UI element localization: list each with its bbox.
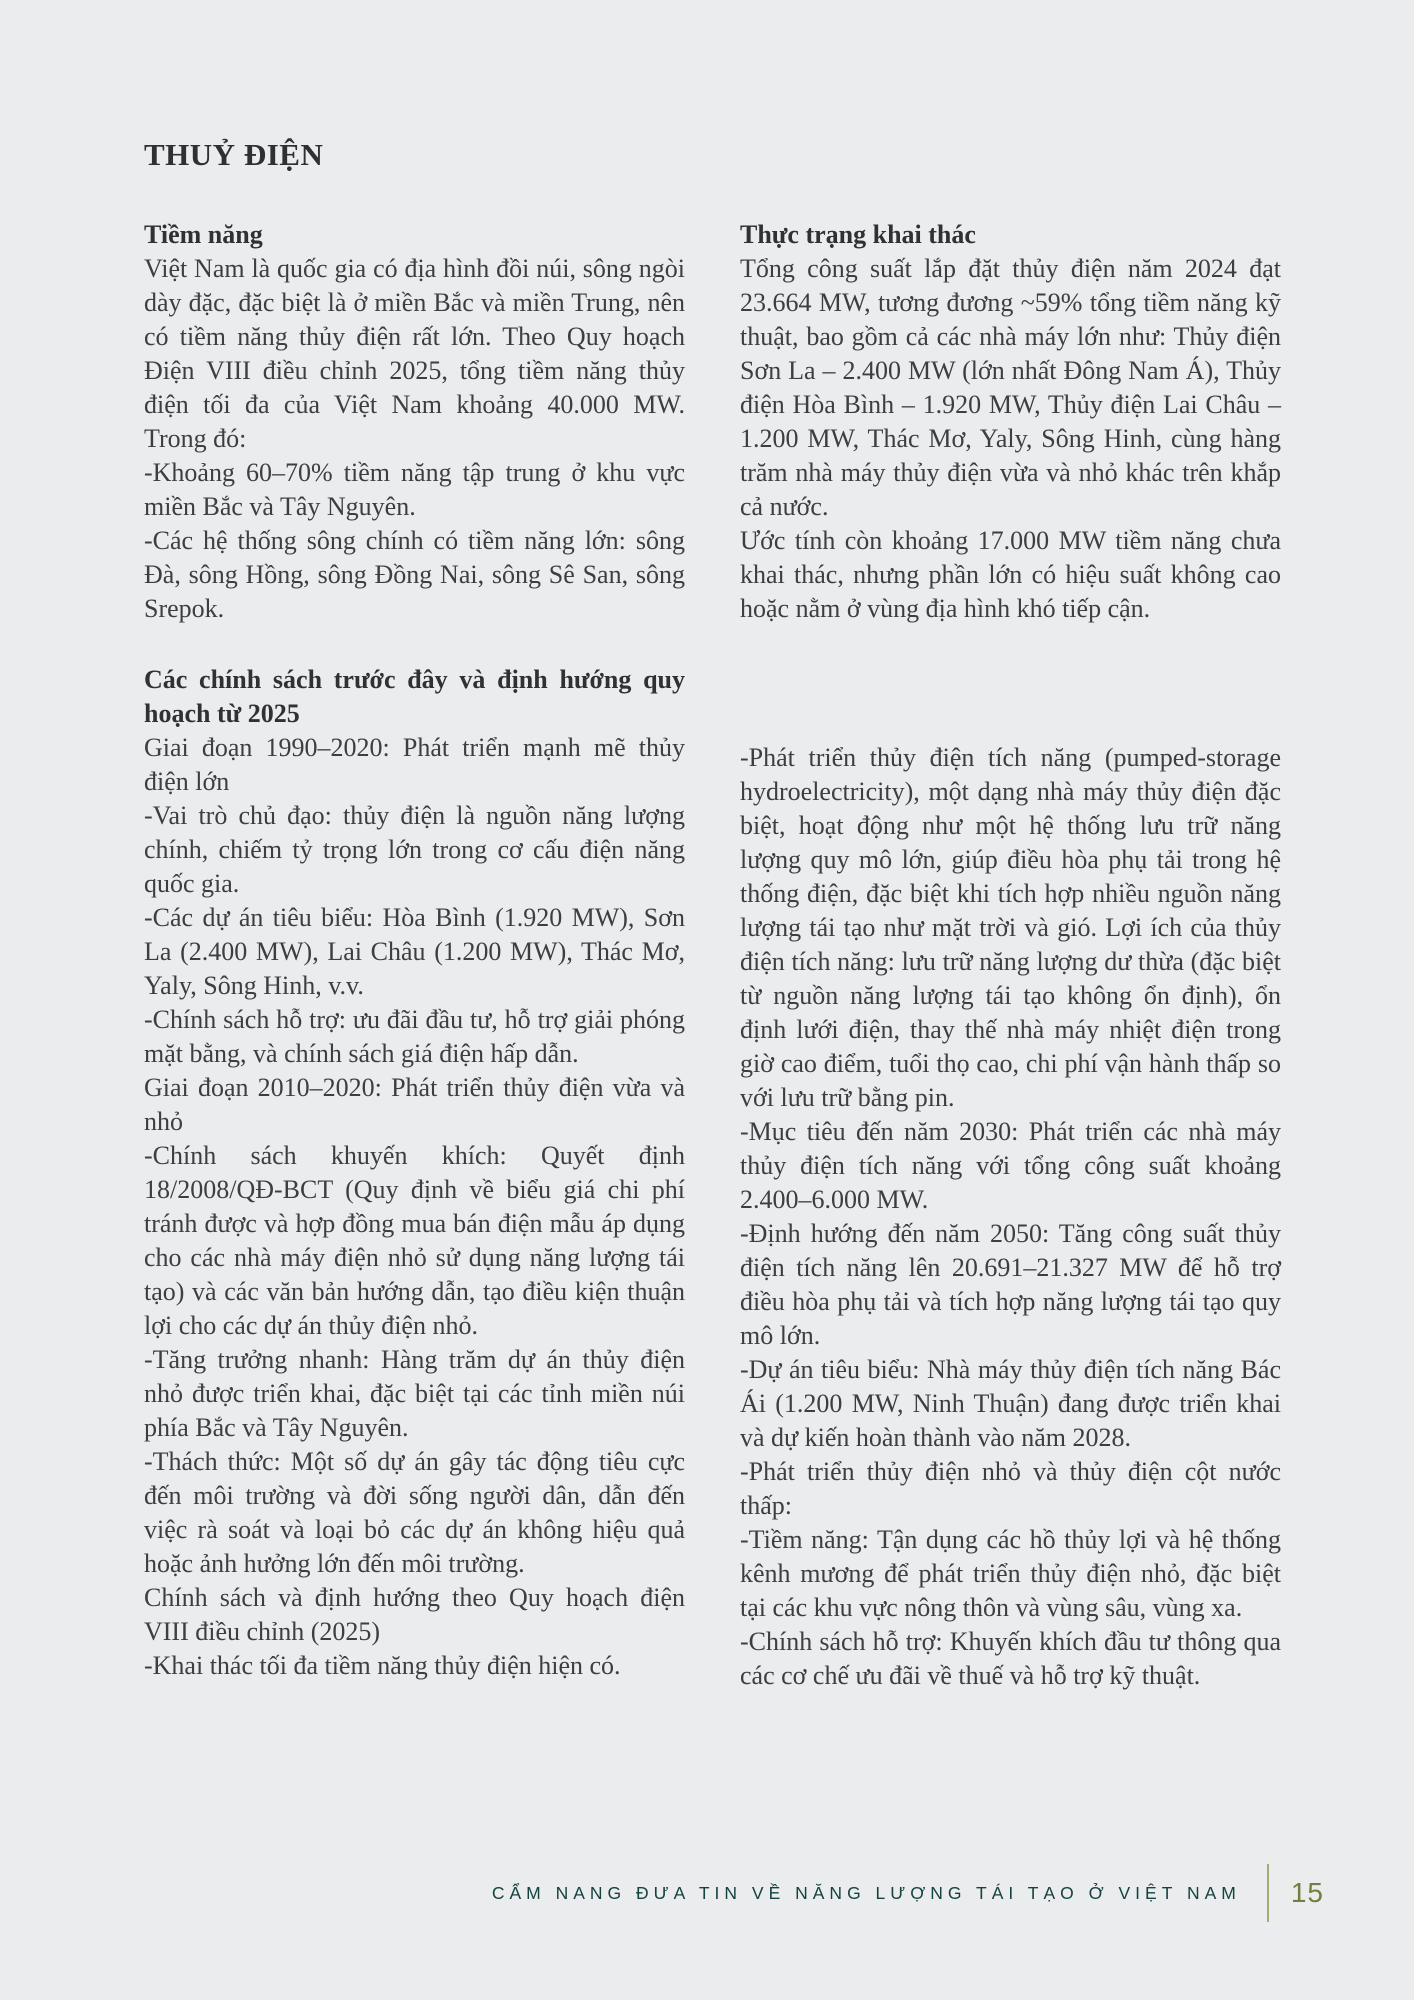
paragraph: -Định hướng đến năm 2050: Tăng công suất thủy điện tích năng lên 20.691–21.327 MW để hỗ trợ điều hòa phụ tải và tích hợp năng lượng tái tạo quy mô lớn. [740,1219,1281,1350]
paragraph: -Các dự án tiêu biểu: Hòa Bình (1.920 MW), Sơn La (2.400 MW), Lai Châu (1.200 MW), Thác Mơ, Yaly, Sông Hinh, v.v. [144,903,685,1000]
paragraph: -Thách thức: Một số dự án gây tác động tiêu cực đến môi trường và đời sống người dân, dẫn đến việc rà soát và loại bỏ các dự án không hiệu quả hoặc ảnh hưởng lớn đến môi trường. [144,1447,685,1578]
section-thuc-trang [740,218,1281,626]
paragraph: Việt Nam là quốc gia có địa hình đồi núi, sông ngòi dày đặc, đặc biệt là ở miền Bắc và miền Trung, nên có tiềm năng thủy điện rất lớn. Theo Quy hoạch Điện VIII điều chỉnh 2025, tổng tiềm năng thủy điện tối đa của Việt Nam khoảng 40.000 MW. Trong đó: [144,254,685,453]
paragraph: -Mục tiêu đến năm 2030: Phát triển các nhà máy thủy điện tích năng với tổng công suất khoảng 2.400–6.000 MW. [740,1117,1281,1214]
paragraph: Chính sách và định hướng theo Quy hoạch điện VIII điều chỉnh (2025) [144,1583,685,1646]
footer-title: CẨM NANG ĐƯA TIN VỀ NĂNG LƯỢNG TÁI TẠO Ở VIỆT NAM [491,1882,1241,1903]
paragraph: -Tăng trưởng nhanh: Hàng trăm dự án thủy điện nhỏ được triển khai, đặc biệt tại các tỉnh miền núi phía Bắc và Tây Nguyên. [144,1345,685,1442]
paragraph: -Phát triển thủy điện tích năng (pumped-storage hydroelectricity), một dạng nhà máy thủy điện đặc biệt, hoạt động như một hệ thống lưu trữ năng lượng quy mô lớn, giúp điều hòa phụ tải trong hệ thống điện, đặc biệt khi tích hợp nhiều nguồn năng lượng tái tạo như mặt trời và gió. Lợi ích của thủy điện tích năng: lưu trữ năng lượng dư thừa (đặc biệt từ nguồn năng lượng tái tạo không ổn định), ổn định lưới điện, thay thế nhà máy nhiệt điện trong giờ cao điểm, tuổi thọ cao, chi phí vận hành thấp so với lưu trữ bằng pin. [740,743,1281,1112]
left-column [144,218,685,1693]
paragraph: Tổng công suất lắp đặt thủy điện năm 2024 đạt 23.664 MW, tương đương ~59% tổng tiềm năng kỹ thuật, bao gồm cả các nhà máy lớn như: Thủy điện Sơn La – 2.400 MW (lớn nhất Đông Nam Á), Thủy điện Hòa Bình – 1.920 MW, Thủy điện Lai Châu – 1.200 MW, Thác Mơ, Yaly, Sông Hinh, cùng hàng trăm nhà máy thủy điện vừa và nhỏ khác trên khắp cả nước. [740,254,1281,521]
paragraph: -Phát triển thủy điện nhỏ và thủy điện cột nước thấp: [740,1457,1281,1520]
paragraph: -Chính sách hỗ trợ: ưu đãi đầu tư, hỗ trợ giải phóng mặt bằng, và chính sách giá điện hấp dẫn. [144,1005,685,1068]
paragraph: -Dự án tiêu biểu: Nhà máy thủy điện tích năng Bác Ái (1.200 MW, Ninh Thuận) đang được triển khai và dự kiến hoàn thành vào năm 2028. [740,1355,1281,1452]
paragraph: -Tiềm năng: Tận dụng các hồ thủy lợi và hệ thống kênh mương để phát triển thủy điện nhỏ, đặc biệt tại các khu vực nông thôn và vùng sâu, vùng xa. [740,1525,1281,1622]
paragraph: Ước tính còn khoảng 17.000 MW tiềm năng chưa khai thác, nhưng phần lớn có hiệu suất không cao hoặc nằm ở vùng địa hình khó tiếp cận. [740,526,1281,623]
page-number: 15 [1290,1877,1324,1908]
paragraph: -Các hệ thống sông chính có tiềm năng lớn: sông Đà, sông Hồng, sông Đồng Nai, sông Sê San, sông Srepok. [144,526,685,623]
page-content [144,139,1281,1693]
paragraph: Giai đoạn 1990–2020: Phát triển mạnh mẽ thủy điện lớn [144,733,685,796]
paragraph: -Chính sách khuyến khích: Quyết định 18/2008/QĐ-BCT (Quy định về biểu giá chi phí tránh được và hợp đồng mua bán điện mẫu áp dụng cho các nhà máy điện nhỏ sử dụng năng lượng tái tạo) và các văn bản hướng dẫn, tạo điều kiện thuận lợi cho các dự án thủy điện nhỏ. [144,1141,685,1340]
paragraph: Giai đoạn 2010–2020: Phát triển thủy điện vừa và nhỏ [144,1073,685,1136]
paragraph: -Chính sách hỗ trợ: Khuyến khích đầu tư thông qua các cơ chế ưu đãi về thuế và hỗ trợ kỹ thuật. [740,1627,1281,1690]
paragraph: -Khoảng 60–70% tiềm năng tập trung ở khu vực miền Bắc và Tây Nguyên. [144,458,685,521]
paragraph: -Vai trò chủ đạo: thủy điện là nguồn năng lượng chính, chiếm tỷ trọng lớn trong cơ cấu điện năng quốc gia. [144,801,685,898]
right-column [740,218,1281,1693]
section-chinh-sach [144,663,685,1683]
section-heading: Thực trạng khai thác [740,220,976,249]
footer-divider [1267,1864,1269,1922]
page-title: THUỶ ĐIỆN [144,137,324,172]
page-footer [144,1860,1324,1926]
section-tich-nang [740,741,1281,1693]
two-column-layout [144,218,1281,1693]
section-heading: Tiềm năng [144,220,263,249]
section-heading: Các chính sách trước đây và định hướng quy hoạch từ 2025 [144,665,685,728]
section-tiem-nang [144,218,685,626]
paragraph: -Khai thác tối đa tiềm năng thủy điện hiện có. [144,1651,621,1680]
